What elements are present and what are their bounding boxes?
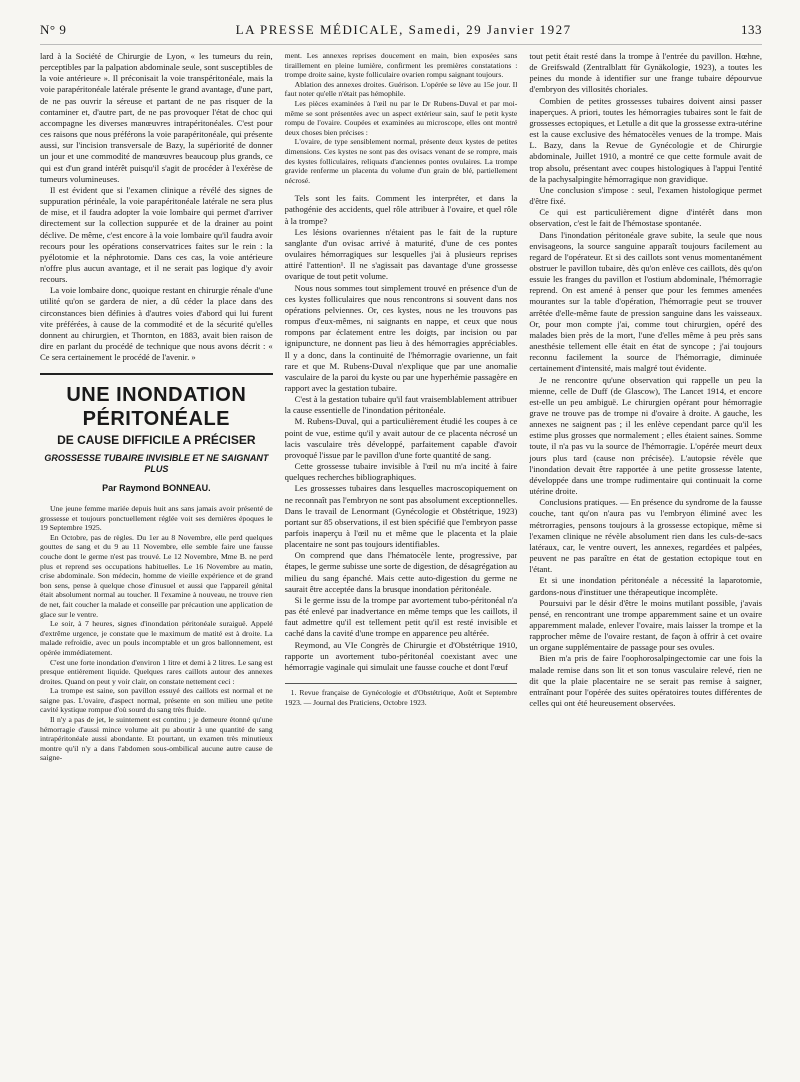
footnote	[285, 683, 518, 707]
paragraph: Reymond, au VIe Congrès de Chirurgie et d'Obstétrique 1910, rapporte un avortement tubo-péritonéal coexistant avec une hémorragie vaginale qui simulait une fausse couche et dont l'œuf	[284, 639, 518, 672]
paragraph: La voie lombaire donc, quoique restant en chirurgie rénale d'une utilité qu'on se gardera de nier, a dû céder la place dans des circonstances bien définies à d'autres voies d'abord qui lui furent vite préférées, à cause de la commodité et de la sécurité qu'elles donnent au chirurgien, et Thornton, en 1883, avait bien raison de dire en parlant du procédé de technique que nous avons décrit : « Ce sera certainement le procédé de l'avenir. »	[40, 285, 273, 363]
paragraph: Combien de petites grossesses tubaires doivent ainsi passer inaperçues. A priori, toutes les hémorragies tubaires sont le fait de grossesses ectopiques, et Letulle a dit que la grossesse extra-utérine est la cause exclusive des hématocèles venues de la trompe. Mais L. Bazy, dans la Revue de Gynécologie et de Chirurgie abdominale, Juillet 1910, a montré ce que cette formule avait de trop absolu, présentant avec coupes histologiques à l'appui l'entité de la pachysalpingite hémorragique non gravidique.	[529, 95, 763, 184]
paragraph: Ce qui est particulièrement digne d'intérêt dans mon observation, c'est le fait de l'hémostase spontanée.	[529, 207, 763, 229]
paragraph: Les lésions ovariennes n'étaient pas le fait de la rupture sanglante d'un ovisac arrivé à maturité, d'une de ces pontes ovulaires hémorragiques sur lesquelles j'ai à plusieurs reprises attiré l'attention¹. Il ne s'agissait pas davantage d'une grossesse ovarique de tout petit volume.	[284, 226, 518, 282]
paragraph: Il est évident que si l'examen clinique a révélé des signes de suppuration périnéale, la voie parapéritonéale latérale ne sera plus de mise, et il faudra adopter la voie lombaire qui permet d'arriver directement sur la collection suppurée et de la drainer au point déclive. De même, c'est encore à la voie lombaire qu'il faudra avoir recours pour les opérations conservatrices faites sur le rein : la pyélotomie et la néphrotomie. Dans ces cas, la voie antérieure n'offre plus aucun avantage, et il ne serait pas logique d'y avoir recours.	[40, 184, 273, 285]
paragraph: tout petit était resté dans la trompe à l'entrée du pavillon. Hœhne, de Greifswald (Zentralblatt für Gynäkologie, 1923), a toutes les peines du monde à identifier sur une frange tubaire dépourvue d'embryon des villosités choriales.	[529, 51, 763, 95]
paragraph: Je ne rencontre qu'une observation qui rappelle un peu la mienne, celle de Duff (de Glascow), The Lancet 1914, et encore est-elle un peu ambiguë. Le chirurgien opérant pour hémorragie grave ne trouve pas de trompe ni d'ovaire à droite. A gauche, les annexes ne saignent pas ; il les enlève cependant parce qu'il les estime plus grosses que normalement ; elles étaient saines. Somme toute, il n'a pas vu la source de l'hémorragie. L'opérée meurt deux jours plus tard (cause non précisée). L'autopsie révèle que l'inondation devait être rapportée à une petite grossesse latente, développée dans une trompe rudimentaire qui continuait la corne utérine droite.	[529, 374, 763, 497]
article-title: UNE INONDATION PÉRITONÉALE	[66, 384, 247, 431]
paragraph: En Octobre, pas de règles. Du 1er au 8 Novembre, elle perd quelques gouttes de sang et du 9 au 11 Novembre, elle semble faire une fausse couche dont le germe n'est pas trouvé. Le 12 Novembre, Mme B. ne perd plus et reprend ses occupations habituelles. Le 16 Novembre au matin, crise abdominale. Son médecin, homme de vieille expérience et de grand bon sens, pense à quelque chose d'inusuel et aussi que l'appareil génital était absolument normal au toucher. Il l'examine à nouveau, ne trouve rien de net, fait coucher la malade et conseille par précaution une application de glace sur le ventre.	[40, 532, 273, 619]
paragraph: Cette grossesse tubaire invisible à l'œil nu m'a incité à faire quelques recherches bibliographiques.	[284, 461, 518, 483]
article-subtitle: DE CAUSE DIFFICILE A PRÉCISER	[57, 433, 256, 448]
paragraph: Ablation des annexes droites. Guérison. L'opérée se lève au 15e jour. Il faut noter qu'elle n'était pas hémophile.	[284, 79, 518, 99]
paragraph: Poursuivi par le désir d'être le moins mutilant possible, j'avais pensé, en rencontrant une trompe apparemment saine et un ovaire apparemment malade, enlever l'ovaire, mais laisser la trompe et la rapprocher même de l'ovaire restant, de façon à offrir à cet ovaire un organe supplémentaire de passage pour ses ovules.	[529, 597, 763, 653]
paragraph: ment. Les annexes reprises doucement en main, bien exposées sans tiraillement en pleine lumière, confirment les premières constatations : trompe droite saine, kyste folliculaire ovarien rompu saignant toujours.	[284, 51, 518, 80]
issue-number: N° 9	[40, 22, 67, 37]
paragraph: C'est à la gestation tubaire qu'il faut vraisemblablement attribuer la cause essentielle de l'inondation péritonéale.	[284, 394, 518, 416]
column-2-small-text	[285, 51, 518, 185]
article-subsubtitle: GROSSESSE TUBAIRE INVISIBLE ET NE SAIGNANT PLUS	[44, 452, 269, 474]
paragraph: Les grossesses tubaires dans lesquelles macroscopiquement on ne reconnaît pas l'embryon ne sont pas absolument exceptionnelles. Dans le travail de Lenormant (Gynécologie et Obstétrique, 1923) portant sur 85 observations, il est bien spécifié que l'embryon passe parfois inaperçu à l'œil nu et même que le placenta et la plaie placentaire ne sont pas toujours identifiables.	[284, 483, 518, 550]
column-3-text	[529, 51, 762, 709]
paragraph: Le soir, à 7 heures, signes d'inondation péritonéale suraiguë. Appelé d'extrême urgence, je constate que le maximum de matité est à droite. La malade refroidie, avec un pouls incomptable et un gros ballonnement, est opérée immédiatement.	[40, 619, 273, 657]
footnote-text: 1. Revue française de Gynécologie et d'Obstétrique, Août et Septembre 1923. — Journal des Praticiens, Octobre 1923.	[284, 688, 518, 707]
column-1	[40, 51, 273, 1075]
paragraph: Bien m'a pris de faire l'oophorosalpingectomie car une fois la malade remise dans son lit et son tonus vasculaire relevé, rien ne dit que la plaie placentaire ne se serait pas remise à saigner, entraînant pour l'opérée des suites opératoires toutes différentes de celles qui ont été heureusement observées.	[529, 653, 763, 709]
paragraph: Nous nous sommes tout simplement trouvé en présence d'un de ces kystes folliculaires que nous rencontrons si souvent dans nos opérations pelviennes. Or, ces kystes, nous ne les trouvons pas rompus d'eux-mêmes, ni saignants en nappe, et ceux que nous rompons par éclatement entre les doigts, par incision ou par ignipuncture, ne donnent pas lieu à des hémorragies appréciables. Il y a donc, dans la continuité de l'hémorragie ovarienne, un fait rare et que M. Rubens-Duval n'explique que par une anomalie vasculaire de la paroi du kyste ou par une hyperhémie passagère en rapport avec la gestation tubaire.	[284, 282, 518, 393]
paragraph: Une conclusion s'impose : seul, l'examen histologique permet d'être fixé.	[529, 184, 763, 207]
paragraph: Il n'y a pas de jet, le suintement est continu ; je demeure étonné qu'une hémorragie d'aussi mince volume ait pu aboutir à une quantité de sang intrapéritonéale aussi abondante. Et pourtant, un examen très minutieux montre qu'il n'y a dans l'abdomen sous-ombilical aucune autre cause de saigne-	[40, 715, 273, 763]
paragraph: L'ovaire, de type sensiblement normal, présente deux kystes de petites dimensions. Ces kystes ne sont pas des ovisacs venant de se rompre, mais des kystes folliculaires, reliquats d'anciennes pontes ovulaires. La trompe gravide renferme un placenta du volume d'un grain de blé, partiellement nécrosé.	[284, 137, 518, 185]
column-2	[285, 51, 518, 1075]
paragraph: Conclusions pratiques. — En présence du syndrome de la fausse couche, tant qu'on n'aura pas vu l'embryon éliminé avec les métrorragies, pensons toujours à la grossesse ectopique, même si l'examen clinique ne révèle absolument rien dans les culs-de-sacs latéraux, car, le ventre ouvert, les annexes, regardées et palpées, peuvent ne pas paraître en état de gestation ectopique tout en l'étant.	[529, 497, 763, 575]
paragraph: Une jeune femme mariée depuis huit ans sans jamais avoir présenté de grossesse et toujours ponctuellement réglée voit ses dernières époques le 19 Septembre 1925.	[40, 504, 273, 533]
column-3	[529, 51, 762, 1075]
paragraph: lard à la Société de Chirurgie de Lyon, « les tumeurs du rein, perceptibles par la palpation abdominale seule, sont susceptibles de la voie antérieure ». Il préconisait la voie transpéritonéale, mais la voie parapéritonéale latérale présente le grand avantage, d'une part, de ne pas ouvrir la séreuse et partant de ne pas risquer de la contaminer et, d'autre part, de ne pas provoquer l'état de choc qui accompagne les diverses manœuvres intrapéritonéales. C'est pour ces raisons que nous préférons la voie parapéritonéale, qui présente aussi, sur l'incision transversale de Bazy, la supériorité de donner un jour et une commodité de manœuvres beaucoup plus grands, ce qui est d'un grand intérêt puisqu'il s'agit de procéder à l'exérèse de tumeurs volumineuses.	[40, 51, 273, 184]
article-heading	[40, 373, 273, 494]
journal-title: LA PRESSE MÉDICALE, Samedi, 29 Janvier 1927	[235, 22, 572, 37]
paragraph: La trompe est saine, son pavillon essuyé des caillots est normal et ne saigne pas. L'ovaire, d'aspect normal, présente en son milieu une petite cavité kystique rompue d'où sourd du sang très fluide.	[40, 686, 273, 715]
paragraph: Dans l'inondation péritonéale grave subite, la seule que nous envisageons, la source sanguine apparaît toujours facilement au regard de l'opérateur. Et si des caillots sont venus momentanément obstruer le pavillon tubaire, dès qu'on enlève ces caillots, dès qu'on essuie les franges du pavillon et l'ostium abdominale, l'hémorragie reprend. On est amené à penser que pour les femmes amenées mourantes sur la table d'opération, l'hémorragie peut se trouver arrêtée d'elle-même faute de pression sanguine dans les vaisseaux. Or, pour mon compte j'ai, comme tout chirurgien, opéré des malades bien près de la mort, l'une d'elles même à peu près sans anesthésie tellement elle était en état de syncope ; j'ai toujours reconnu facilement la source de l'hémorragie, diminuée certainement d'intensité, mais malgré tout évidente.	[529, 229, 763, 374]
paragraph: On comprend que dans l'hématocèle lente, progressive, par étapes, le germe subisse une sorte de digestion, de désagrégation au milieu du sang épanché. Mais cette auto-digestion du germe ne saurait être acceptée dans la brusque inondation péritonéale.	[284, 550, 518, 594]
column-1-text	[40, 51, 273, 363]
paragraph: C'est une forte inondation d'environ 1 litre et demi à 2 litres. Le sang est presque entièrement liquide. Quelques rares caillots autour des annexes droites. Quand on peut y voir clair, on constate nettement ceci :	[40, 657, 273, 686]
page-number: 133	[741, 22, 762, 37]
running-header	[40, 22, 762, 45]
paragraph: Tels sont les faits. Comment les interpréter, et dans la pathogénie des accidents, quel rôle attribuer à l'ovaire, et quel rôle à la trompe?	[284, 193, 518, 226]
column-2-text	[285, 193, 518, 673]
paragraph: Les pièces examinées à l'œil nu par le Dr Rubens-Duval et par moi-même se sont présentées avec un aspect extérieur sain, sauf le petit kyste rompu de l'ovaire. Coupées et examinées au microscope, elles ont montré deux choses bien précises :	[284, 98, 518, 137]
paragraph: Si le germe issu de la trompe par avortement tubo-péritonéal n'a pas été enlevé par inadvertance en même temps que les caillots, il faut admettre qu'il est tellement petit qu'il est resté invisible et caché dans la cavité d'une trompe en apparence peu altérée.	[284, 594, 518, 639]
paragraph: Et si une inondation péritonéale a nécessité la laparotomie, gardons-nous d'instituer une thérapeutique incomplète.	[529, 575, 763, 597]
case-report-text	[40, 504, 273, 763]
paragraph: M. Rubens-Duval, qui a particulièrement étudié les coupes à ce point de vue, estime qu'il y avait autour de ce placenta nécrosé un lacis vasculaire très développé, parfaitement capable d'avoir provoqué l'issue par le pavillon d'une forte quantité de sang.	[284, 416, 518, 460]
article-author: Par Raymond BONNEAU.	[102, 482, 211, 493]
